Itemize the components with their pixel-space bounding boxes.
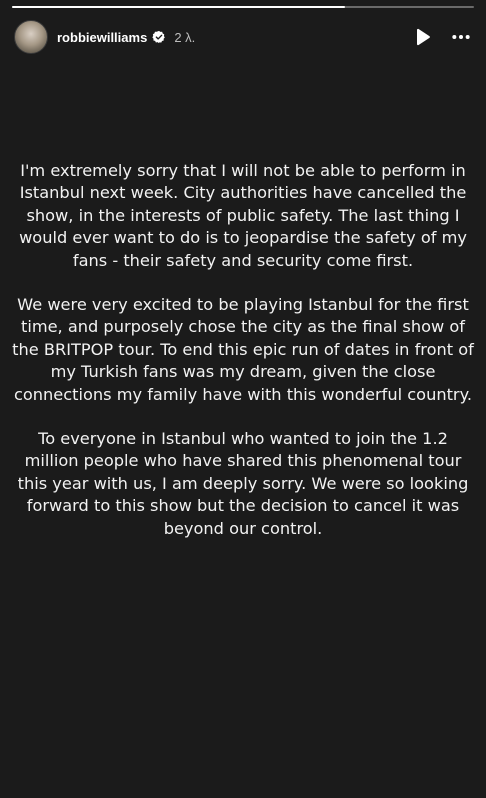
verified-badge-icon	[152, 30, 166, 44]
story-timestamp: 2 λ.	[174, 29, 196, 45]
story-paragraph: I'm extremely sorry that I will not be able to perform in Istanbul next week. City authorities have cancelled the show, in the interests of public safety. The last thing I would ever want to do is to jeopardise the safety of my fans - their safety and security come first.	[19, 161, 467, 270]
story-progress-fill	[12, 6, 345, 8]
story-paragraph: We were very excited to be playing Istanbul for the first time, and purposely chose the city as the final show of the BRITPOP tour. To end this epic run of dates in front of my Turkish fans was my dream, given the close connections my family have with this wonderful country.	[12, 295, 474, 404]
story-paragraph: To everyone in Istanbul who wanted to join the 1.2 million people who have shared this phenomenal tour this year with us, I am deeply sorry. We were so looking forward to this show but the decision to cancel it was beyond our control.	[17, 429, 469, 538]
more-options-icon[interactable]	[450, 27, 472, 47]
avatar[interactable]	[14, 20, 48, 54]
story-progress-bar	[12, 6, 474, 8]
play-icon[interactable]	[412, 27, 432, 47]
story-text	[10, 160, 476, 562]
story-header	[14, 20, 472, 54]
username[interactable]: robbiewilliams	[57, 29, 148, 45]
